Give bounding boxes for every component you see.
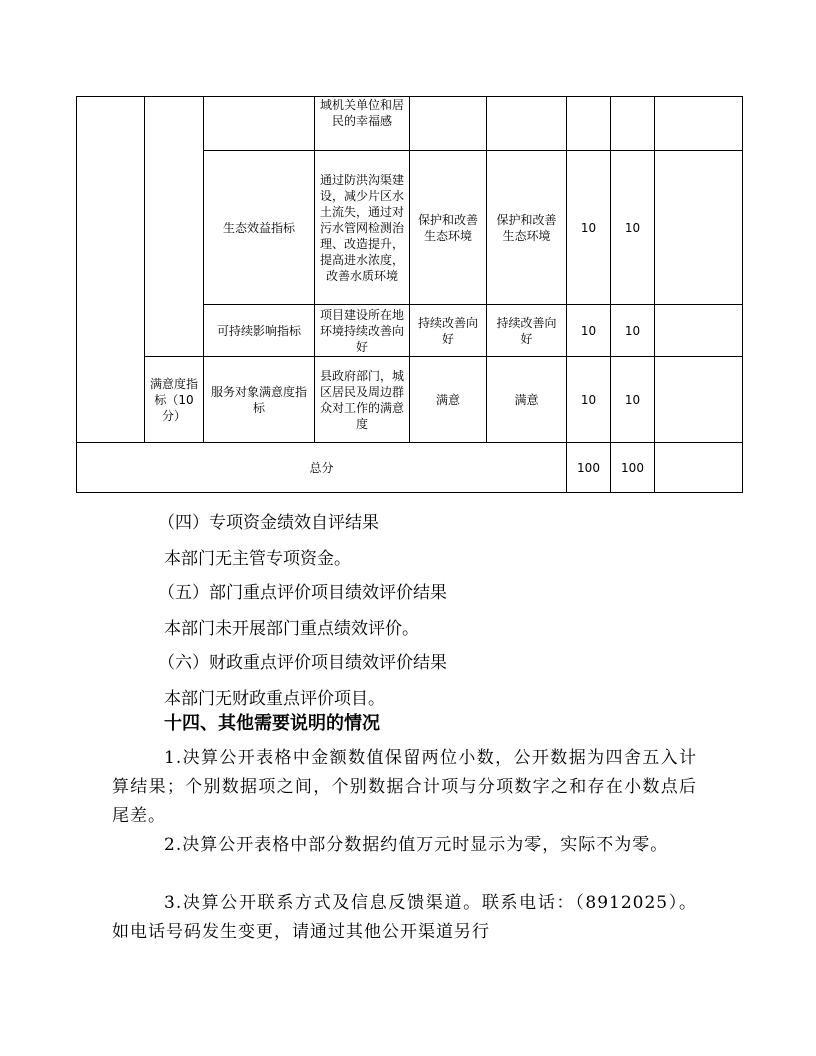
table-cell-target: 保护和改善生态环境 bbox=[410, 151, 487, 305]
table-cell-remark bbox=[655, 305, 743, 357]
table-cell-target: 持续改善向好 bbox=[410, 305, 487, 357]
section-5-text: 本部门未开展部门重点绩效评价。 bbox=[164, 619, 419, 639]
table-cell-score: 10 bbox=[611, 357, 655, 443]
table-cell-content: 项目建设所在地环境持续改善向好 bbox=[315, 305, 410, 357]
table-cell-remark bbox=[655, 151, 743, 305]
performance-table bbox=[76, 96, 743, 493]
table-cell-sub: 服务对象满意度指标 bbox=[204, 357, 315, 443]
section-6-text: 本部门无财政重点评价项目。 bbox=[164, 689, 385, 709]
table-cell-actual bbox=[487, 97, 567, 151]
table-cell-score: 10 bbox=[611, 305, 655, 357]
paragraph-1: 1.决算公开表格中金额数值保留两位小数，公开数据为四舍五入计算结果；个别数据项之间，个别数据合计项与分项数字之和存在小数点后尾差。 bbox=[112, 748, 697, 826]
paragraph-2: 2.决算公开表格中部分数据约值万元时显示为零，实际不为零。 bbox=[164, 835, 669, 855]
paragraph-3: 3.决算公开联系方式及信息反馈渠道。联系电话：（8912025）。如电话号码发生变更，请通过其他公开渠道另行 bbox=[112, 893, 697, 942]
table-cell-remark bbox=[655, 97, 743, 151]
table-cell-weight: 10 bbox=[567, 357, 611, 443]
table-cell-score: 10 bbox=[611, 151, 655, 305]
table-row bbox=[77, 97, 743, 151]
table-cell-weight: 10 bbox=[567, 305, 611, 357]
table-cell-sub bbox=[204, 97, 315, 151]
table-total-row bbox=[77, 443, 743, 493]
table-cell-actual: 满意 bbox=[487, 357, 567, 443]
table-cell-sub: 可持续影响指标 bbox=[204, 305, 315, 357]
table-row bbox=[77, 357, 743, 443]
table-cell-content: 通过防洪沟渠建设，减少片区水土流失，通过对污水管网检测治理、改造提升，提高进水浓度，改善水质环境 bbox=[315, 151, 410, 305]
table-total-label: 总分 bbox=[77, 443, 567, 493]
table-cell-weight: 10 bbox=[567, 151, 611, 305]
table-cell-category bbox=[77, 97, 145, 443]
table-total-score: 100 bbox=[611, 443, 655, 493]
table-cell-actual: 持续改善向好 bbox=[487, 305, 567, 357]
section-6-title: （六）财政重点评价项目绩效评价结果 bbox=[158, 653, 447, 673]
section-4-title: （四）专项资金绩效自评结果 bbox=[158, 513, 379, 533]
table-cell-indicator: 满意度指标（10分） bbox=[145, 357, 204, 443]
table-cell-content: 域机关单位和居民的幸福感 bbox=[315, 97, 410, 151]
table-cell-content: 县政府部门，城区居民及周边群众对工作的满意度 bbox=[315, 357, 410, 443]
table-cell-actual: 保护和改善生态环境 bbox=[487, 151, 567, 305]
section-5-title: （五）部门重点评价项目绩效评价结果 bbox=[158, 583, 447, 603]
table-cell-sub: 生态效益指标 bbox=[204, 151, 315, 305]
section-4-text: 本部门无主管专项资金。 bbox=[164, 549, 351, 569]
table-cell-target bbox=[410, 97, 487, 151]
table-cell-remark bbox=[655, 443, 743, 493]
table-cell-indicator bbox=[145, 97, 204, 357]
table-cell-target: 满意 bbox=[410, 357, 487, 443]
table-cell-remark bbox=[655, 357, 743, 443]
table-cell-weight bbox=[567, 97, 611, 151]
table-total-weight: 100 bbox=[567, 443, 611, 493]
table-cell-score bbox=[611, 97, 655, 151]
heading-14: 十四、其他需要说明的情况 bbox=[164, 713, 380, 734]
